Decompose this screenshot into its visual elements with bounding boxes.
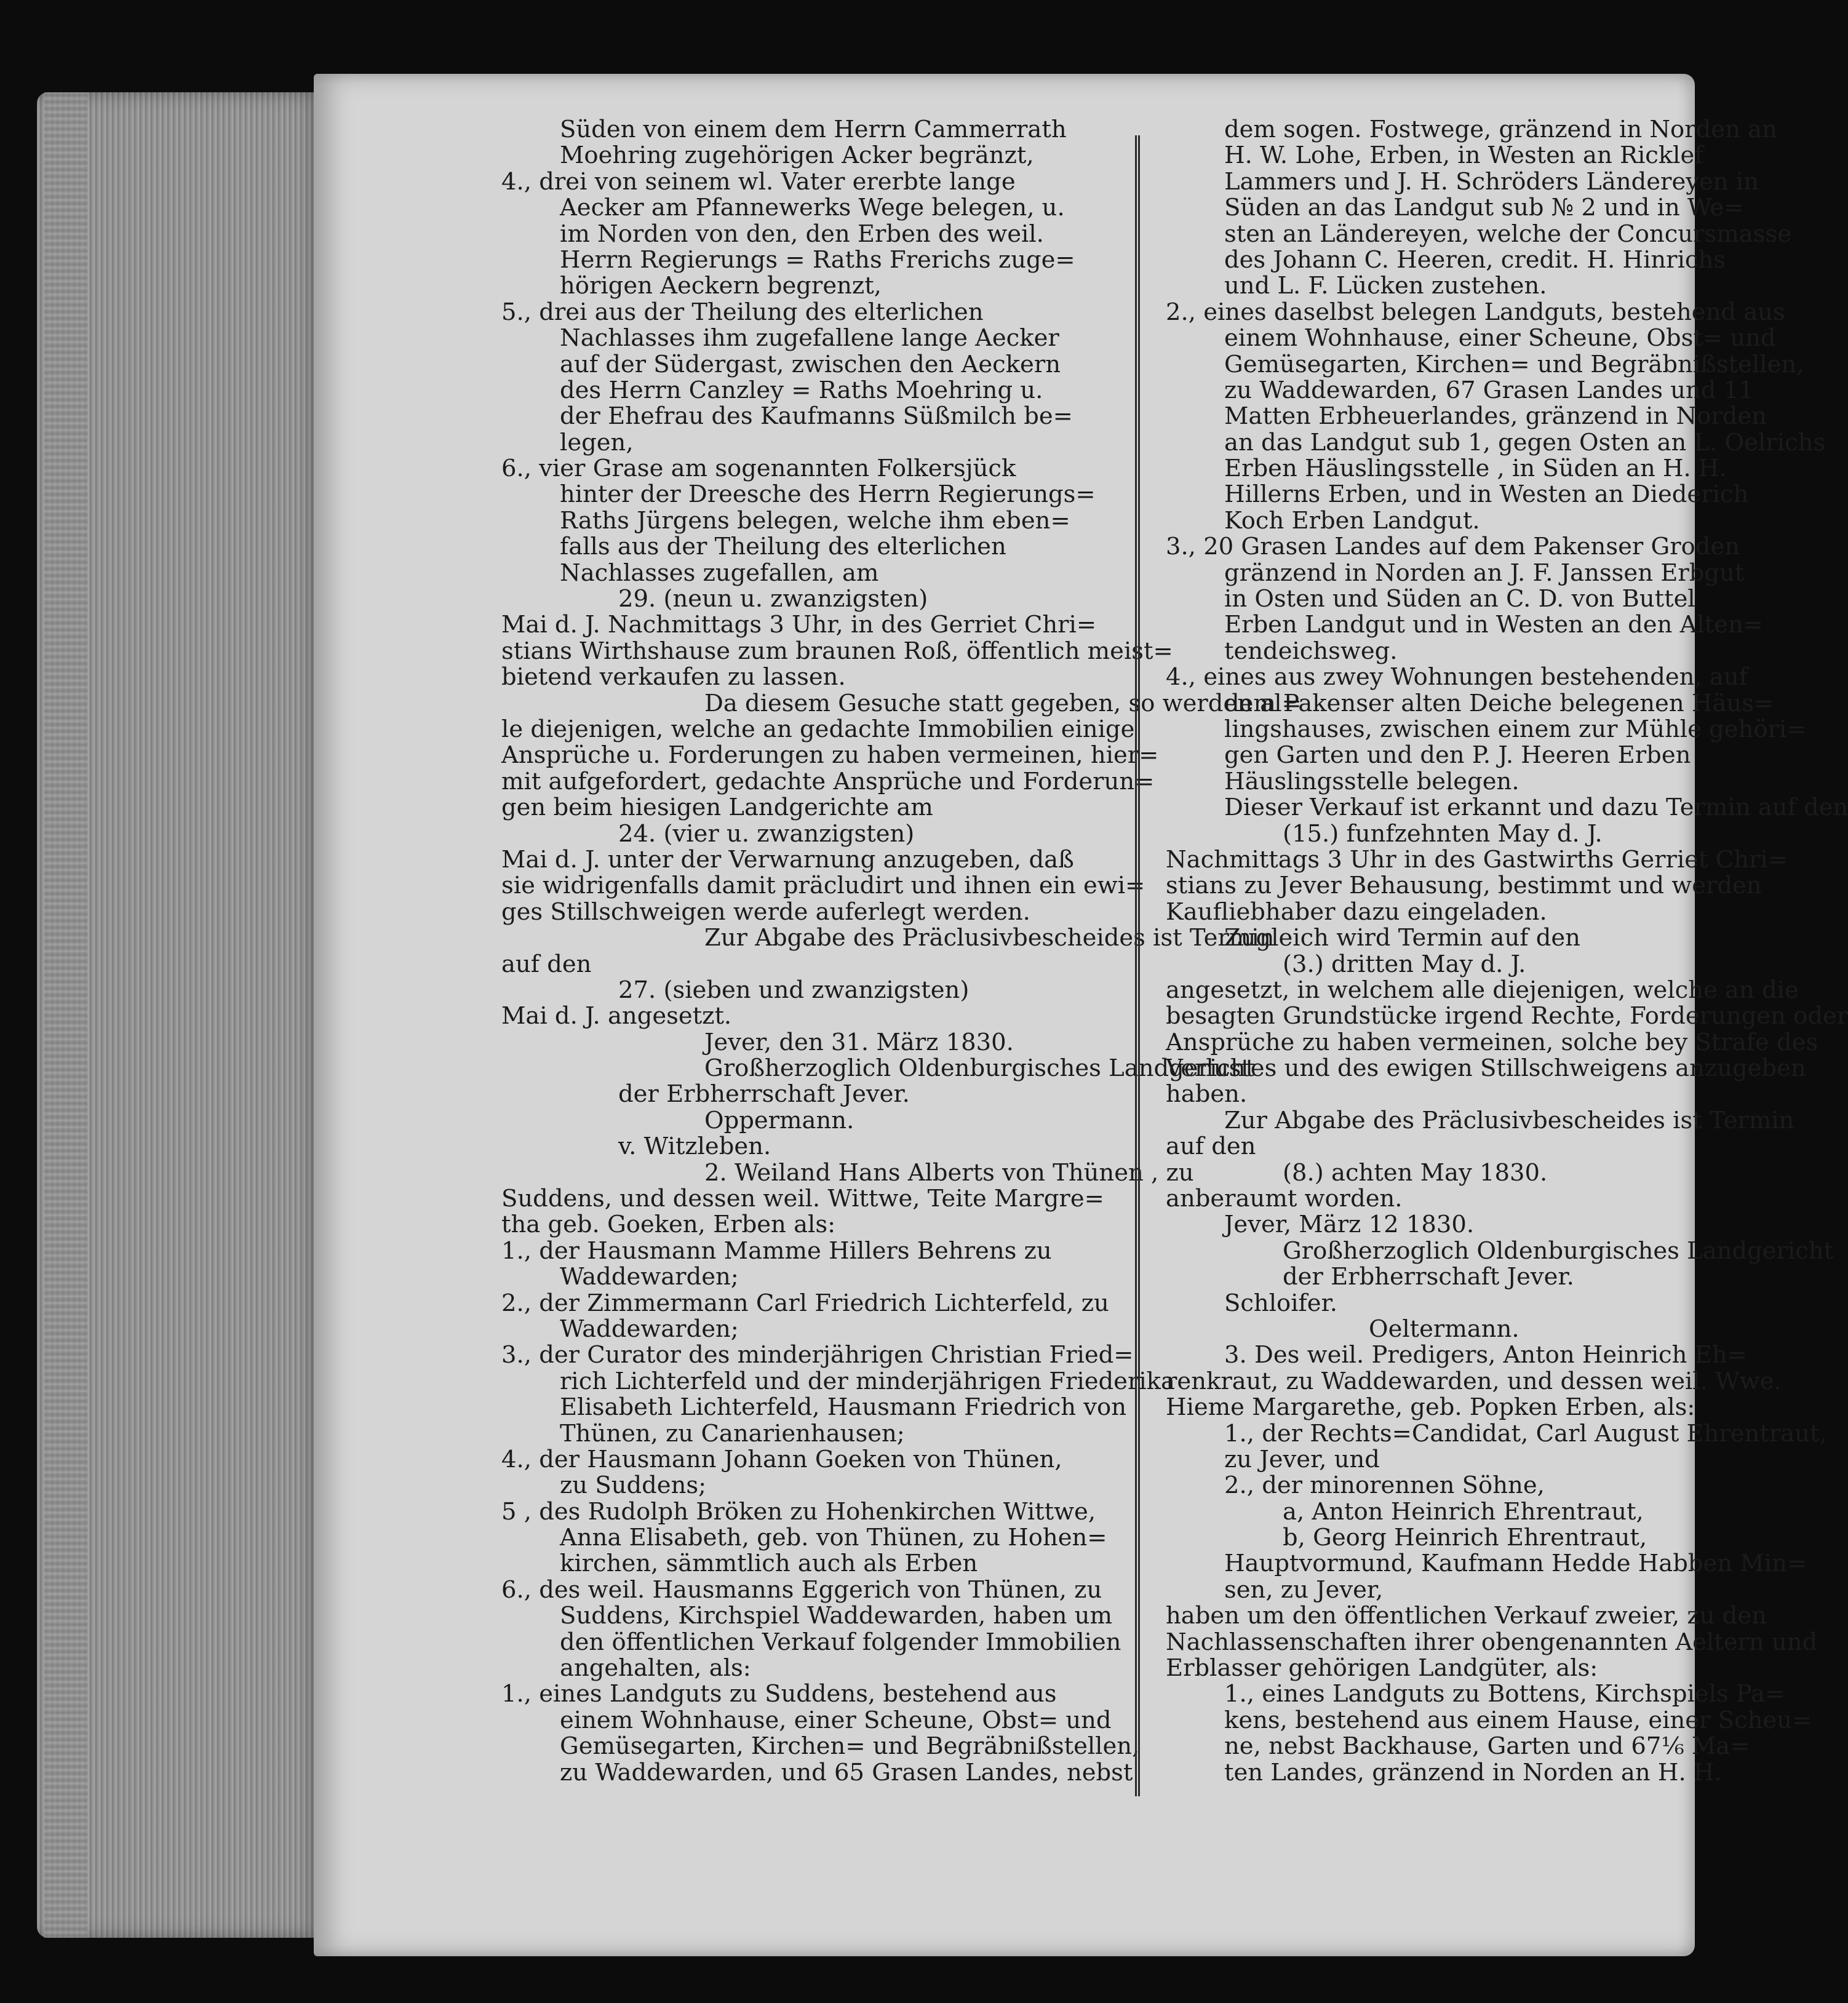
text-line: zu Waddewarden, und 65 Grasen Landes, nebst: [560, 1758, 1133, 1786]
text-line: legen,: [560, 428, 634, 456]
text-line: a, Anton Heinrich Ehrentraut,: [1283, 1497, 1644, 1526]
text-line: hinter der Dreesche des Herrn Regierungs=: [560, 480, 1096, 509]
text-line: Zur Abgabe des Präclusivbescheides ist Termin: [1224, 1106, 1794, 1134]
text-line: dem Pakenser alten Deiche belegenen Häus=: [1224, 689, 1774, 717]
text-line: Erben Landgut und in Westen an den Alten=: [1224, 611, 1764, 639]
text-line: 4., der Hausmann Johann Goeken von Thünen,: [501, 1445, 1062, 1473]
text-line: Gemüsegarten, Kirchen= und Begräbnißstellen,: [560, 1732, 1140, 1761]
text-line: stians zu Jever Behausung, bestimmt und werden: [1166, 872, 1762, 900]
text-line: 5 , des Rudolph Bröken zu Hohenkirchen Wittwe,: [501, 1497, 1096, 1526]
text-line: Waddewarden;: [560, 1315, 739, 1343]
text-line: dem sogen. Fostwege, gränzend in Norden an: [1224, 116, 1777, 143]
text-line: H. W. Lohe, Erben, in Westen an Ricklef: [1224, 141, 1703, 170]
text-line: 3. Des weil. Predigers, Anton Heinrich Eh=: [1224, 1341, 1747, 1369]
text-line: lingshauses, zwischen einem zur Mühle gehöri=: [1224, 715, 1807, 743]
text-line: 3., der Curator des minderjährigen Christian Fried=: [501, 1341, 1134, 1369]
text-line: Mai d. J. unter der Verwarnung anzugeben, daß: [501, 845, 1074, 874]
text-line: der Erbherrschaft Jever.: [1283, 1263, 1574, 1291]
text-line: und L. F. Lücken zustehen.: [1224, 272, 1547, 300]
text-line: 4., eines aus zwey Wohnungen bestehenden, auf: [1166, 663, 1748, 691]
text-line: sen, zu Jever,: [1224, 1575, 1384, 1604]
column-divider-rule: [1135, 135, 1140, 1796]
text-line: 2., eines daselbst belegen Landguts, bestehend aus: [1166, 298, 1785, 326]
text-line: Großherzoglich Oldenburgisches Landgericht: [704, 1054, 1256, 1083]
text-line: der Erbherrschaft Jever.: [618, 1080, 910, 1109]
text-line: v. Witzleben.: [618, 1133, 771, 1161]
text-line: der Ehefrau des Kaufmanns Süßmilch be=: [560, 402, 1073, 431]
text-line: kirchen, sämmtlich auch als Erben: [560, 1550, 978, 1578]
text-line: Mai d. J. Nachmittags 3 Uhr, in des Gerriet Chri=: [501, 611, 1097, 639]
text-line: (8.) achten May 1830.: [1283, 1158, 1548, 1187]
text-line: sie widrigenfalls damit präcludirt und ihnen ein ewi=: [501, 872, 1145, 900]
text-line: Ansprüche u. Forderungen zu haben vermeinen, hier=: [501, 741, 1159, 770]
text-line: Hauptvormund, Kaufmann Hedde Habben Min=: [1224, 1550, 1807, 1578]
text-line: 2., der minorennen Söhne,: [1224, 1471, 1545, 1500]
text-line: des Herrn Canzley = Raths Moehring u.: [560, 376, 1043, 404]
text-line: (15.) funfzehnten May d. J.: [1283, 819, 1603, 848]
text-line: Zugleich wird Termin auf den: [1224, 924, 1580, 952]
text-line: einem Wohnhause, einer Scheune, Obst= und: [1224, 324, 1776, 352]
text-line: Anna Elisabeth, geb. von Thünen, zu Hohen=: [560, 1524, 1107, 1552]
right-text-column: [1166, 116, 1848, 1786]
text-line: 1., eines Landguts zu Bottens, Kirchspiels Pa=: [1224, 1680, 1785, 1708]
text-line: b, Georg Heinrich Ehrentraut,: [1283, 1524, 1647, 1552]
text-line: 29. (neun u. zwanzigsten): [618, 585, 928, 613]
text-line: 1., der Hausmann Mamme Hillers Behrens zu: [501, 1236, 1052, 1265]
text-line: Suddens, Kirchspiel Waddewarden, haben um: [560, 1602, 1112, 1630]
book-photo: [25, 74, 1848, 1956]
text-line: 2., der Zimmermann Carl Friedrich Lichterfeld, zu: [501, 1289, 1109, 1317]
text-line: 1., eines Landguts zu Suddens, bestehend aus: [501, 1680, 1057, 1708]
text-line: Oeltermann.: [1369, 1315, 1519, 1343]
text-line: Mai d. J. angesetzt.: [501, 1002, 732, 1030]
text-line: (3.) dritten May d. J.: [1283, 950, 1526, 978]
text-line: stians Wirthshause zum braunen Roß, öffentlich meist=: [501, 637, 1173, 665]
text-line: 1., der Rechts=Candidat, Carl August Ehrentraut,: [1224, 1419, 1827, 1447]
text-line: renkraut, zu Waddewarden, und dessen weil. Wwe.: [1166, 1367, 1782, 1395]
text-line: Aecker am Pfannewerks Wege belegen, u.: [560, 194, 1065, 222]
text-line: an das Landgut sub 1, gegen Osten an L. Oelrichs: [1224, 428, 1826, 456]
text-line: ges Stillschweigen werde auferlegt werden.: [501, 898, 1030, 926]
text-line: angesetzt, in welchem alle diejenigen, welche an die: [1166, 976, 1799, 1004]
text-line: 24. (vier u. zwanzigsten): [618, 819, 915, 848]
text-line: des Johann C. Heeren, credit. H. Hinrichs: [1224, 245, 1726, 274]
text-line: 4., drei von seinem wl. Vater ererbte lange: [501, 167, 1016, 196]
text-line: le diejenigen, welche an gedachte Immobilien einige: [501, 715, 1135, 743]
text-line: Gemüsegarten, Kirchen= und Begräbnißstellen,: [1224, 350, 1804, 378]
text-line: zu Suddens;: [560, 1471, 707, 1500]
text-line: Verlustes und des ewigen Stillschweigens anzugeben: [1166, 1054, 1806, 1083]
text-line: auf der Südergast, zwischen den Aeckern: [560, 350, 1061, 378]
text-line: Nachlasses zugefallen, am: [560, 559, 879, 587]
text-line: hörigen Aeckern begrenzt,: [560, 272, 882, 300]
text-line: 6., vier Grase am sogenannten Folkersjück: [501, 455, 1016, 483]
text-line: Großherzoglich Oldenburgisches Landgericht: [1283, 1236, 1834, 1265]
text-line: gen Garten und den P. J. Heeren Erben: [1224, 741, 1691, 770]
text-line: tha geb. Goeken, Erben als:: [501, 1211, 836, 1239]
text-line: haben.: [1166, 1080, 1248, 1109]
text-line: Raths Jürgens belegen, welche ihm eben=: [560, 506, 1070, 535]
book-page-edges: [37, 92, 326, 1938]
text-line: Erblasser gehörigen Landgüter, als:: [1166, 1654, 1598, 1682]
text-line: ne, nebst Backhause, Garten und 67⅙ Ma=: [1224, 1732, 1750, 1761]
text-line: den öffentlichen Verkauf folgender Immobilien: [560, 1628, 1121, 1656]
text-line: auf den: [501, 950, 592, 978]
text-line: Hillerns Erben, und in Westen an Diederich: [1224, 480, 1749, 509]
text-line: Zur Abgabe des Präclusivbescheides ist Termin: [704, 924, 1275, 952]
text-line: Koch Erben Landgut.: [1224, 506, 1480, 535]
text-line: mit aufgefordert, gedachte Ansprüche und Forderun=: [501, 767, 1155, 795]
text-line: falls aus der Theilung des elterlichen: [560, 533, 1006, 561]
text-line: Waddewarden;: [560, 1263, 739, 1291]
text-line: bietend verkaufen zu lassen.: [501, 663, 846, 691]
text-line: Matten Erbheuerlandes, gränzend in Norden: [1224, 402, 1767, 431]
text-line: sten an Ländereyen, welche der Concursmasse: [1224, 220, 1791, 248]
text-line: gen beim hiesigen Landgerichte am: [501, 794, 933, 822]
text-line: 2. Weiland Hans Alberts von Thünen , zu: [704, 1158, 1194, 1187]
text-line: kens, bestehend aus einem Hause, einer Scheu=: [1224, 1706, 1812, 1734]
text-line: Nachlassenschaften ihrer obengenannten Aeltern und: [1166, 1628, 1818, 1656]
text-line: 3., 20 Grasen Landes auf dem Pakenser Groden: [1166, 533, 1740, 561]
text-line: Oppermann.: [704, 1106, 854, 1134]
text-line: Suddens, und dessen weil. Wittwe, Teite Margre=: [501, 1185, 1104, 1213]
text-line: Nachlasses ihm zugefallene lange Aecker: [560, 324, 1059, 352]
book-page: [314, 74, 1848, 1956]
text-line: 5., drei aus der Theilung des elterlichen: [501, 298, 984, 326]
text-line: gränzend in Norden an J. F. Janssen Erbgut: [1224, 559, 1745, 587]
text-line: auf den: [1166, 1133, 1256, 1161]
text-line: Süden an das Landgut sub № 2 und in We=: [1224, 194, 1744, 222]
text-line: Erben Häuslingsstelle , in Süden an H. H.: [1224, 455, 1727, 483]
text-line: Häuslingsstelle belegen.: [1224, 767, 1519, 795]
text-line: angehalten, als:: [560, 1654, 751, 1682]
text-line: zu Waddewarden, 67 Grasen Landes und 11: [1224, 376, 1754, 404]
text-line: rich Lichterfeld und der minderjährigen Friederika: [560, 1367, 1175, 1395]
text-line: Dieser Verkauf ist erkannt und dazu Termin auf den: [1224, 794, 1848, 822]
text-line: anberaumt worden.: [1166, 1185, 1403, 1213]
text-line: ten Landes, gränzend in Norden an H. H.: [1224, 1758, 1722, 1786]
text-line: Elisabeth Lichterfeld, Hausmann Friedrich von: [560, 1393, 1127, 1422]
text-line: Schloifer.: [1224, 1289, 1337, 1317]
text-line: 6., des weil. Hausmanns Eggerich von Thünen, zu: [501, 1575, 1102, 1604]
text-line: Süden von einem dem Herrn Cammerrath: [560, 116, 1067, 143]
text-line: Lammers und J. H. Schröders Ländereyen in: [1224, 167, 1759, 196]
text-line: Moehring zugehörigen Acker begränzt,: [560, 141, 1034, 170]
text-line: tendeichsweg.: [1224, 637, 1398, 665]
text-line: 27. (sieben und zwanzigsten): [618, 976, 970, 1004]
text-line: Hieme Margarethe, geb. Popken Erben, als:: [1166, 1393, 1695, 1422]
text-line: Ansprüche zu haben vermeinen, solche bey Strafe des: [1166, 1028, 1818, 1056]
text-line: haben um den öffentlichen Verkauf zweier, zu den: [1166, 1602, 1767, 1630]
text-line: Jever, März 12 1830.: [1224, 1211, 1475, 1239]
text-line: Jever, den 31. März 1830.: [704, 1028, 1014, 1056]
text-line: einem Wohnhause, einer Scheune, Obst= und: [560, 1706, 1112, 1734]
text-line: Kaufliebhaber dazu eingeladen.: [1166, 898, 1547, 926]
text-line: besagten Grundstücke irgend Rechte, Forderungen oder: [1166, 1002, 1848, 1030]
text-line: im Norden von den, den Erben des weil.: [560, 220, 1044, 248]
text-line: Herrn Regierungs = Raths Frerichs zuge=: [560, 245, 1075, 274]
text-line: Nachmittags 3 Uhr in des Gastwirths Gerriet Chri=: [1166, 845, 1788, 874]
text-line: Thünen, zu Canarienhausen;: [560, 1419, 905, 1447]
text-line: zu Jever, und: [1224, 1445, 1380, 1473]
text-line: Da diesem Gesuche statt gegeben, so werden al=: [704, 689, 1302, 717]
text-line: in Osten und Süden an C. D. von Buttel: [1224, 585, 1695, 613]
